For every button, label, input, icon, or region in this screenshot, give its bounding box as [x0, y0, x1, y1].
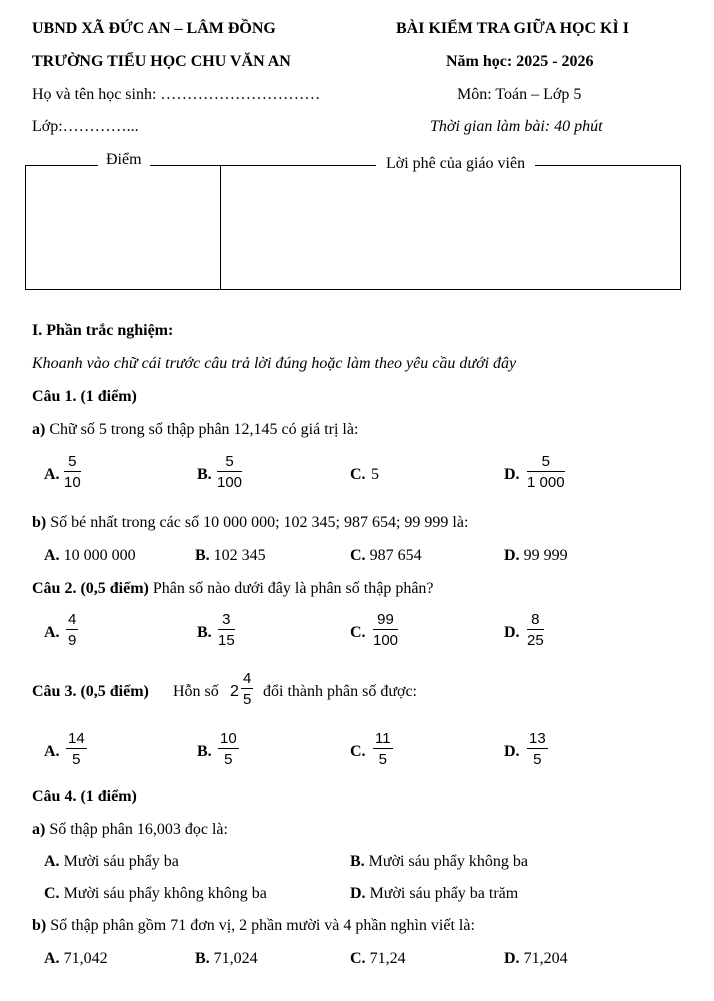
fraction-denominator: 9	[68, 632, 77, 649]
q4b-prompt	[32, 917, 475, 935]
fraction-denominator: 1 000	[527, 474, 565, 491]
q2-opt-a-fraction	[66, 612, 78, 648]
fraction-numerator: 99	[377, 611, 394, 628]
fraction-denominator: 10	[64, 474, 81, 491]
fraction-denominator: 5	[533, 751, 542, 768]
fraction-numerator: 3	[222, 611, 231, 628]
q4b-opt-d[interactable]: D. 71,204	[504, 950, 568, 967]
q4a-prompt	[32, 821, 228, 839]
q2-text: Phân số nào dưới đây là phân số thập phân?	[152, 580, 434, 597]
section-instruction: Khoanh vào chữ cái trước câu trả lời đúng hoặc làm theo yêu cầu dưới đây	[32, 355, 517, 372]
comment-label: Lời phê của giáo viên	[376, 155, 535, 173]
fraction-denominator: 25	[527, 632, 544, 649]
q1-title: Câu 1. (1 điểm)	[32, 388, 137, 405]
score-box	[25, 165, 221, 290]
q4a-opt-d[interactable]: D. Mười sáu phẩy ba trăm	[350, 885, 519, 902]
fraction-numerator: 4	[243, 670, 252, 687]
q3-opt-d-letter[interactable]: D.	[504, 743, 520, 760]
fraction-numerator: 4	[68, 611, 77, 628]
q3-title: Câu 3. (0,5 điểm)	[32, 683, 149, 700]
q1a-opt-c-value: 5	[371, 466, 379, 483]
q1a-opt-b-letter[interactable]: B.	[197, 466, 212, 483]
fraction-numerator: 10	[220, 730, 237, 747]
q3-opt-c-letter[interactable]: C.	[350, 743, 366, 760]
student-name-label: Họ và tên học sinh: …………………………	[32, 86, 321, 103]
school-year: Năm học: 2025 - 2026	[446, 53, 594, 70]
q3-opt-a-letter[interactable]: A.	[44, 743, 60, 760]
q1b-opt-d[interactable]: D. 99 999	[504, 547, 568, 564]
fraction-numerator: 14	[68, 730, 85, 747]
q1a-text: Chữ số 5 trong số thập phân 12,145 có giá trị là:	[49, 421, 359, 438]
fraction-denominator: 5	[224, 751, 233, 768]
q3-opt-b-fraction	[218, 731, 239, 767]
q3-opt-b-letter[interactable]: B.	[197, 743, 212, 760]
q1b-label: b)	[32, 514, 47, 531]
q1b-prompt	[32, 514, 468, 532]
score-label: Điểm	[98, 151, 150, 169]
q2-opt-d-fraction	[527, 612, 544, 648]
q1a-opt-b-fraction	[217, 454, 242, 490]
comment-box	[219, 165, 681, 290]
q1a-opt-a-fraction	[64, 454, 81, 490]
fraction-numerator: 5	[68, 453, 77, 470]
fraction-numerator: 11	[375, 730, 391, 747]
q4a-text: Số thập phân 16,003 đọc là:	[49, 821, 228, 838]
fraction-denominator: 15	[218, 632, 235, 649]
q3-text-after: đổi thành phân số được:	[263, 683, 417, 700]
q1a-label: a)	[32, 421, 46, 438]
fraction-denominator: 5	[378, 751, 387, 768]
fraction-denominator: 100	[373, 632, 399, 649]
q2-opt-d-letter[interactable]: D.	[504, 624, 520, 641]
section-title: I. Phần trắc nghiệm:	[32, 322, 174, 339]
q3-mixed-fraction	[241, 671, 253, 707]
fraction-numerator: 8	[531, 611, 540, 628]
q4b-opt-c[interactable]: C. 71,24	[350, 950, 406, 967]
q1a-opt-d-fraction	[527, 454, 565, 490]
q3-opt-d-fraction	[527, 731, 548, 767]
q4b-text: Số thập phân gồm 71 đơn vị, 2 phần mười và 4 phần nghìn viết là:	[50, 917, 475, 934]
fraction-denominator: 5	[243, 691, 252, 708]
q1a-opt-d-letter[interactable]: D.	[504, 466, 520, 483]
exam-title: BÀI KIỂM TRA GIỮA HỌC KÌ I	[396, 20, 629, 37]
q4a-opt-a[interactable]: A. Mười sáu phẩy ba	[44, 853, 179, 870]
fraction-numerator: 5	[225, 453, 234, 470]
q4b-label: b)	[32, 917, 47, 934]
duration-label: Thời gian làm bài: 40 phút	[430, 118, 603, 135]
q1b-text: Số bé nhất trong các số 10 000 000; 102 345; 987 654; 99 999 là:	[50, 514, 469, 531]
fraction-numerator: 5	[541, 453, 550, 470]
q2-prompt	[32, 580, 434, 598]
q2-title: Câu 2. (0,5 điểm)	[32, 580, 149, 597]
q3-opt-a-fraction	[66, 731, 87, 767]
district-name: UBND XÃ ĐỨC AN – LÂM ĐỒNG	[32, 20, 276, 37]
class-label: Lớp:…………...	[32, 118, 139, 135]
fraction-numerator: 13	[529, 730, 546, 747]
fraction-denominator: 5	[72, 751, 81, 768]
q2-opt-c-letter[interactable]: C.	[350, 624, 366, 641]
q4a-opt-b[interactable]: B. Mười sáu phẩy không ba	[350, 853, 529, 870]
q2-opt-a-letter[interactable]: A.	[44, 624, 60, 641]
q3-opt-c-fraction	[373, 731, 393, 767]
q2-opt-b-fraction	[218, 612, 235, 648]
q4-title: Câu 4. (1 điểm)	[32, 788, 137, 805]
q2-opt-c-fraction	[373, 612, 398, 648]
school-name: TRƯỜNG TIỂU HỌC CHU VĂN AN	[32, 53, 291, 70]
q1a-prompt	[32, 421, 358, 439]
q1b-opt-a[interactable]: A. 10 000 000	[44, 547, 136, 564]
q4b-opt-b[interactable]: B. 71,024	[195, 950, 258, 967]
q4b-opt-a[interactable]: A. 71,042	[44, 950, 108, 967]
q4a-opt-c[interactable]: C. Mười sáu phẩy không không ba	[44, 885, 267, 902]
q3-mixed-whole: 2	[230, 683, 239, 700]
q4a-label: a)	[32, 821, 46, 838]
subject-label: Môn: Toán – Lớp 5	[457, 86, 582, 103]
fraction-denominator: 100	[217, 474, 243, 491]
q2-opt-b-letter[interactable]: B.	[197, 624, 212, 641]
q1b-opt-c[interactable]: C. 987 654	[350, 547, 422, 564]
q1a-opt-c-letter[interactable]: C.	[350, 466, 366, 483]
q3-text-before: Hỗn số	[173, 683, 219, 700]
q1a-opt-a-letter[interactable]: A.	[44, 466, 60, 483]
q1b-opt-b[interactable]: B. 102 345	[195, 547, 266, 564]
